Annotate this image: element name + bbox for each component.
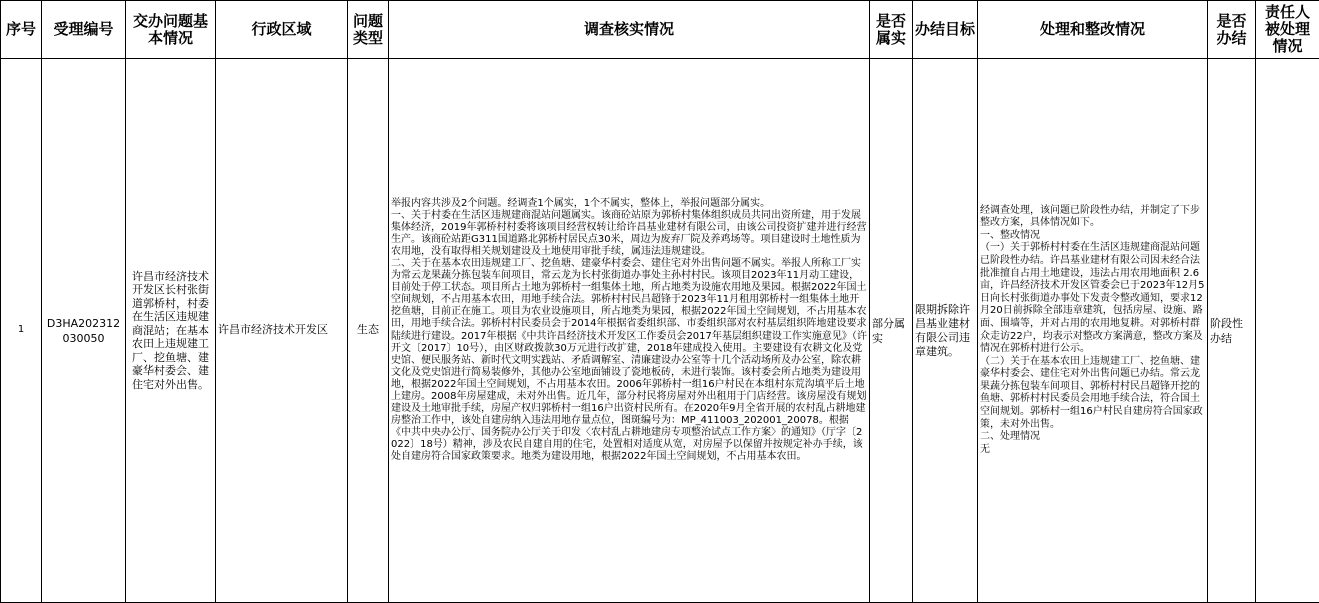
header-row — [1, 1, 1319, 59]
header-investigation: 调查核实情况 — [389, 1, 870, 59]
header-handling: 处理和整改情况 — [978, 1, 1208, 59]
cell-seq: 1 — [1, 59, 42, 603]
header-responsible: 责任人被处理情况 — [1256, 1, 1319, 59]
cell-issue-basic: 许昌市经济技术开发区长村张街道郭桥村，村委在生活区违规建商混站；在基本农田上违规建工厂、挖鱼塘、建豪华村委会、建住宅对外出售。 — [126, 59, 216, 603]
header-issue-basic: 交办问题基本情况 — [126, 1, 216, 59]
header-is-closed: 是否办结 — [1208, 1, 1256, 59]
table-row — [1, 59, 1319, 603]
cell-investigation: 举报内容共涉及2个问题。经调查1个属实，1个不属实，整体上，举报问题部分属实。 一、关于村委在生活区违规建商混站问题属实。该商砼站原为郭桥村集体组织成员共同出资所建，用于发展集体经济，2019年郭桥村村委将该项目经营权转让给许昌基业建材有限公司，由该公司投资扩建并进行经营生产。该商砼站距G311国道路北郭桥村居民点30米，周边为废弃厂院及养鸡场等。项目建设时土地性质为农用地，没有取得相关规划建设及土地使用审批手续，属违法违规建设。 二、关于在基本农田违规建工厂、挖鱼塘、建豪华村委会、建住宅对外出售问题不属实。举报人所称工厂实为常云龙果蔬分拣包装车间项目，常云龙为长村张街道办事处主孙村村民。该项目2023年11月动工建设，目前处于停工状态。项目所占土地为郭桥村一组集体土地，所占地类为设施农用地及果园。根据2022年国土空间规划，不占用基本农田，用地手续合法。郭桥村村民吕超锋于2023年11月租用郭桥村一组集体土地开挖鱼塘，目前正在施工。项目为农业设施项目，所占地类为果园，根据2022年国土空间规划，不占用基本农田，用地手续合法。郭桥村村民委员会于2014年根据省委组织部、市委组织部对农村基层组织阵地建设要求陆续进行建设。2017年根据《中共许昌经济技术开发区工作委员会2017年基层组织建设工作实施意见》（许开文〔2017〕10号），由区财政拨款30万元进行改扩建，2018年建成投入使用。主要建设有农耕文化及党史馆、便民服务站、新时代文明实践站、矛盾调解室、清廉建设办公室等十几个活动场所及办公室，除农耕文化及党史馆进行简易装修外，其他办公室地面铺设了瓷地板砖，未进行装饰。该村委会所占地类为建设用地，根据2022年国土空间规划，不占用基本农田。2006年郭桥村一组16户村民在本组村东荒沟填平后土地上建房。2008年房屋建成，未对外出售。近几年，部分村民将房屋对外出租用于门店经营。该房屋没有规划建设及土地审批手续，房屋产权归郭桥村一组16户出资村民所有。在2020年9月全省开展的农村乱占耕地建房整治工作中，该处自建房纳入违法用地存量点位，图斑编号为：MP_411003_202001_20078。根据《中共中央办公厅、国务院办公厅关于印发〈农村乱占耕地建房专项整治试点工作方案〉的通知》（厅字〔2022〕18号）精神，涉及农民自建自用的住宅，处置相对适度从宽，对房屋予以保留并按规定补办手续，该处自建房符合国家政策要求。地类为建设用地，根据2022年国土空间规划，不占用基本农田。 — [389, 59, 870, 603]
header-seq: 序号 — [1, 1, 42, 59]
header-region: 行政区域 — [216, 1, 348, 59]
header-goal: 办结目标 — [913, 1, 978, 59]
cell-goal: 限期拆除许昌基业建材有限公司违章建筑。 — [913, 59, 978, 603]
cell-is-closed: 阶段性办结 — [1208, 59, 1256, 603]
header-acceptance-no: 受理编号 — [42, 1, 126, 59]
cell-issue-type: 生态 — [348, 59, 389, 603]
cell-responsible — [1256, 59, 1319, 603]
header-issue-type: 问题类型 — [348, 1, 389, 59]
cell-handling: 经调查处理，该问题已阶段性办结，并制定了下步整改方案，具体情况如下。 一、整改情况 （一）关于郭桥村村委在生活区违规建商混站问题已阶段性办结。许昌基业建材有限公司因未经合法批准擅自占用土地建设，违法占用农用地面积 2.6 亩，许昌经济技术开发区管委会已于2023年12月5日向长村张街道办事处下发责令整改通知，要求12月20日前拆除全部违章建筑，包括房屋、设施、路面、围墙等，并对占用的农用地复耕。对郭桥村群众走访22户，均表示对整改方案满意，整改方案及情况在郭桥村进行公示。 （二）关于在基本农田上违规建工厂、挖鱼塘、建豪华村委会、建住宅对外出售问题已办结。常云龙果蔬分拣包装车间项目、郭桥村村民吕超锋开挖的鱼塘、郭桥村村民委员会用地手续合法，符合国土空间规划。郭桥村一组16户村民自建房符合国家政策，未对外出售。 二、处理情况 无 — [978, 59, 1208, 603]
cell-region: 许昌市经济技术开发区 — [216, 59, 348, 603]
header-is-true: 是否属实 — [870, 1, 913, 59]
cell-is-true: 部分属实 — [870, 59, 913, 603]
cell-acceptance-no: D3HA202312030050 — [42, 59, 126, 603]
